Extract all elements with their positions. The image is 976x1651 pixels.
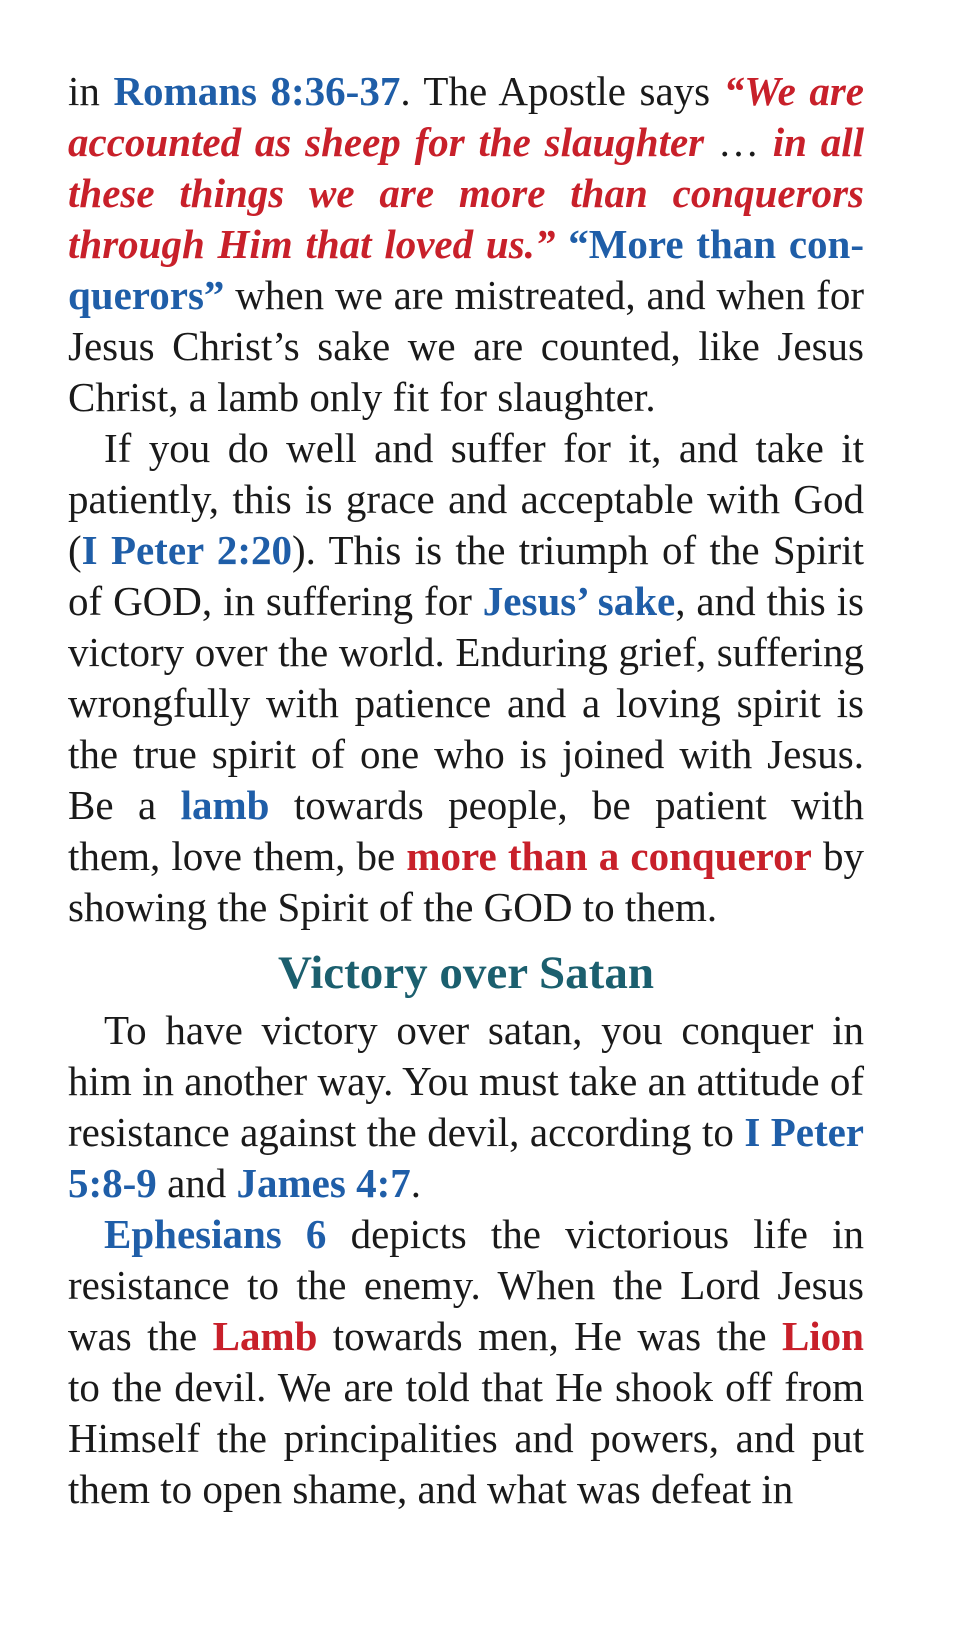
text: If you do well and suffer for it, and take it patiently, this is grace and acceptable with God ( [68, 425, 864, 573]
text: to the devil. We are told that He shook off from Himself the principalities and powers, and put them to open shame, and what was defeat in [68, 1364, 864, 1512]
ellipsis: … [717, 119, 759, 165]
scripture-quote: in all these things we are more than conquerors through Him that loved us.” [68, 119, 864, 267]
paragraph-suffering [68, 423, 864, 933]
scripture-quote: “We are accounted as sheep for the slaughter [68, 68, 865, 165]
text: To have victory over satan, you conquer in him in another way. You must take an attitude of resistance against the devil, according to [68, 1007, 864, 1155]
scripture-reference: I Peter 5:8-9 [68, 1109, 865, 1206]
highlighted-phrase: more than a conqueror [406, 833, 812, 879]
text [555, 221, 568, 267]
scripture-reference: James 4:7 [236, 1160, 411, 1206]
highlighted-phrase: Jesus’ sake [482, 578, 676, 624]
highlighted-phrase: Lion [781, 1313, 864, 1359]
scripture-reference: Romans 8:36-37 [113, 68, 401, 114]
highlighted-phrase: lamb [180, 782, 270, 828]
highlighted-phrase: “More than conquerors” [68, 221, 864, 318]
section-heading: Victory over Satan [278, 947, 654, 999]
text: by showing the Spirit of the GOD to them. [68, 833, 864, 930]
text: in [68, 68, 114, 114]
text: towards people, be patient with them, love them, be [68, 782, 864, 879]
scripture-reference: Ephesians 6 [104, 1211, 327, 1257]
text: . The Apostle says [400, 68, 724, 114]
text: depicts the victorious life in resistance to the enemy. When the Lord Jesus was the [68, 1211, 864, 1359]
text: ). This is the triumph of the Spirit of GOD, in suffering for [68, 527, 864, 624]
text: , and this is victory over the world. Enduring grief, suffering wrongfully with patience and a loving spirit is the true spirit of one who is joined with Jesus. Be a [68, 578, 864, 828]
text: and [156, 1160, 237, 1206]
text: . [410, 1160, 421, 1206]
book-page [68, 66, 864, 1515]
paragraph-resistance [68, 1005, 864, 1209]
scripture-reference: I Peter 2:20 [81, 527, 292, 573]
text: towards men, He was the [317, 1313, 782, 1359]
paragraph-ephesians [68, 1209, 864, 1515]
text: when we are mistreated, and when for Jesus Christ’s sake we are counted, like Jesus Christ, a lamb only fit for slaughter. [68, 272, 864, 420]
paragraph-romans [68, 66, 864, 423]
highlighted-phrase: Lamb [212, 1313, 318, 1359]
